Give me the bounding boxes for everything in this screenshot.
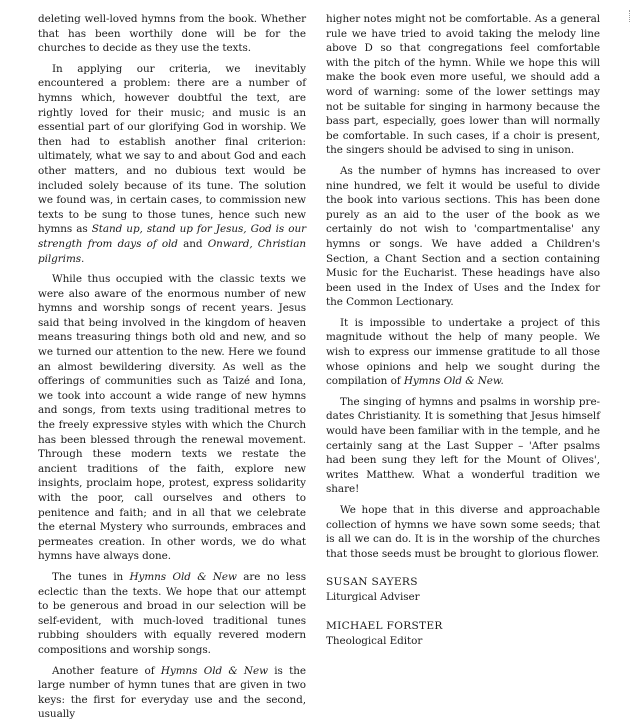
paragraph: It is impossible to undertake a project of this magnitude without the help of many people. We wish to express our immense gratitude to all those whose opinions and help we sought during the compilation of Hymns Old & New. xyxy=(326,316,600,388)
signatory-name: SUSAN SAYERS xyxy=(326,576,418,589)
signatory-name: MICHAEL FORSTER xyxy=(326,620,443,633)
paragraph: deleting well-loved hymns from the book. Whether that has been worthily done will be for the churches to decide as they use the texts. xyxy=(38,13,306,55)
paragraph: In applying our criteria, we inevitably encountered a problem: there are a number of hymns which, however doubtful the text, are rightly loved for their music; and music is an essential part of our glorifying God in worship. We then had to establish another final criterion: ultimately, what we say to and about God and each other matters, and no dubious text would be included solely because of its tune. The solution we found was, in certain cases, to commission new texts to be sung to those tunes, hence such new hymns as Stand up, stand up for Jesus, God is our strength from days of old and Onward, Christian pilgrims. xyxy=(38,62,306,265)
paragraph: The singing of hymns and psalms in worship pre-dates Christianity. It is something that Jesus himself would have been familiar with in the temple, and he certainly sang at the Last Supper – 'After psalms had been sung they left for the Mount of Olives', writes Matthew. What a wonderful tradition we share! xyxy=(326,395,600,496)
paragraph: We hope that in this diverse and approachable collection of hymns we have sown some seeds; that is all we can do. It is in the worship of the churches that those seeds must be brought to glorious flower. xyxy=(326,504,600,560)
right-column xyxy=(326,12,600,663)
paragraph: While thus occupied with the classic texts we were also aware of the enormous number of new hymns and worship songs of recent years. Jesus said that being involved in the kingdom of heaven means treasuring things both old and new, and so we turned our attention to the new. Here we found an almost bewildering diversity. As well as the offerings of communities such as Taizé and Iona, we took into account a wide range of new hymns and songs, from texts using traditional metres to the freely expressive styles with which the Church has been blessed through the renewal movement. Through these modern texts we restate the ancient traditions of the faith, explore new insights, proclaim hope, protest, express solidarity with the poor, call ourselves and others to penitence and faith; and in all that we celebrate the eternal Mystery who surrounds, embraces and permeates creation. In other words, we do what hymns have always done. xyxy=(38,273,306,563)
paragraph: The tunes in Hymns Old & New are no less eclectic than the texts. We hope that our attempt to be generous and broad in our selection will be self-evident, with much-loved traditional tunes rubbing shoulders with equally revered modern compositions and worship songs. xyxy=(38,570,306,656)
left-column xyxy=(38,12,306,728)
paragraph: Another feature of Hymns Old & New is the large number of hymn tunes that are given in two keys: the first for everyday use and the second, usually xyxy=(38,664,306,721)
paragraph: higher notes might not be comfortable. As a general rule we have tried to avoid taking the melody line above D so that congregations feel comfortable with the pitch of the hymn. While we hope this will make the book even more useful, we should add a word of warning: some of the lower settings may not be suitable for singing in harmony because the bass part, especially, goes lower than will normally be comfortable. In such cases, if a choir is present, the singers should be advised to sing in unison. xyxy=(326,13,600,157)
page-edge-mark xyxy=(629,10,632,22)
signatory-title: Theological Editor xyxy=(326,635,423,648)
signature-block xyxy=(326,575,600,649)
signatory-title: Liturgical Adviser xyxy=(326,591,420,604)
paragraph: As the number of hymns has increased to over nine hundred, we felt it would be useful to divide the book into various sections. This has been done purely as an aid to the user of the book as we certainly do not wish to 'compartmentalise' any hymns or songs. We have added a Children's Section, a Chant Section and a section containing Music for the Eucharist. These headings have also been used in the Index of Uses and the Index for the Common Lectionary. xyxy=(326,164,600,309)
